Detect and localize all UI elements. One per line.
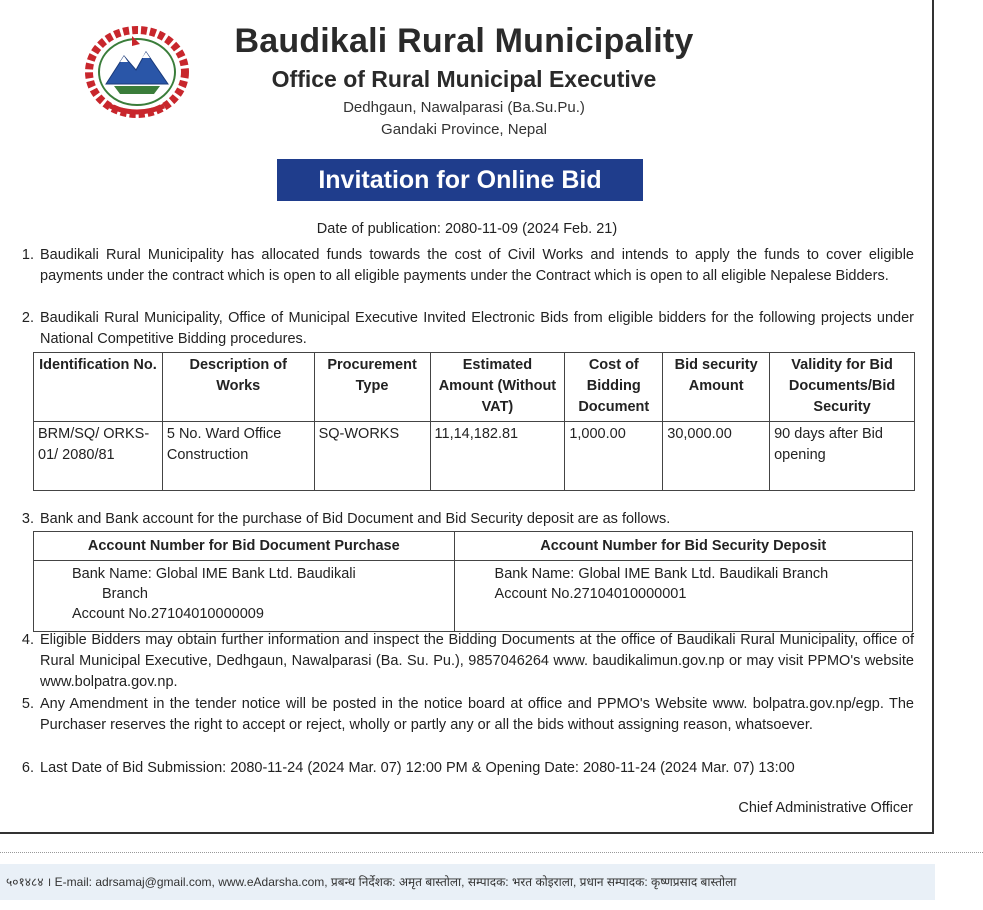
column-header: Account Number for Bid Security Deposit <box>454 532 912 561</box>
bid-table <box>33 352 915 491</box>
table-cell: 5 No. Ward Office Construction <box>162 422 314 491</box>
paragraph-text: Bank and Bank account for the purchase of Bid Document and Bid Security deposit are as follows. <box>40 511 671 527</box>
org-name: Baudikali Rural Municipality <box>234 22 694 60</box>
paragraph-number: 1. <box>21 247 34 263</box>
paragraph-number: 2. <box>21 310 34 326</box>
nepal-emblem-logo <box>84 22 190 118</box>
table-row <box>34 561 913 632</box>
paragraph-2 <box>8 308 914 350</box>
table-cell: SQ-WORKS <box>314 422 430 491</box>
account-number: Account No.27104010000001 <box>494 586 687 602</box>
column-header: Procurement Type <box>314 353 430 422</box>
column-header: Validity for Bid Documents/Bid Security <box>770 353 915 422</box>
bank-branch: Branch <box>102 586 148 602</box>
account-number: Account No.27104010000009 <box>72 606 264 622</box>
office-name: Office of Rural Municipal Executive <box>271 66 657 92</box>
table-row <box>34 422 915 491</box>
paragraph-number: 4. <box>21 632 34 648</box>
paragraph-1 <box>8 245 914 287</box>
column-header: Bid security Amount <box>663 353 770 422</box>
paragraph-text: Last Date of Bid Submission: 2080-11-24 (2024 Mar. 07) 12:00 PM & Opening Date: 2080-11-24 (2024 Mar. 07) 13:00 <box>40 760 795 776</box>
paragraph-text: Baudikali Rural Municipality has allocated funds towards the cost of Civil Works and intends to apply the funds to cover eligible payments under the contract which is open to all eligible payments under the Contract which is open to all eligible Nepalese Bidders. <box>40 247 914 284</box>
table-cell: 30,000.00 <box>663 422 770 491</box>
bank-name: Bank Name: Global IME Bank Ltd. Baudikali Branch <box>494 566 829 582</box>
paragraph-text: Baudikali Rural Municipality, Office of Municipal Executive Invited Electronic Bids from eligible bidders for the following projects under National Competitive Bidding procedures. <box>40 310 914 347</box>
paragraph-number: 6. <box>21 760 34 776</box>
newspaper-footer: ५०१४८४ । E-mail: adrsamaj@gmail.com, www.eAdarsha.com, प्रबन्ध निर्देशक: अमृत बास्तोला, सम्पादक: भरत कोइराला, प्रधान सम्पादक: कृष्णप्रसाद बास्तोला <box>0 864 935 900</box>
bid-security-account-cell <box>454 561 912 632</box>
paragraph-number: 5. <box>21 696 34 712</box>
account-table <box>33 531 913 632</box>
column-header: Estimated Amount (Without VAT) <box>430 353 565 422</box>
paragraph-3 <box>8 509 914 530</box>
table-cell: 11,14,182.81 <box>430 422 565 491</box>
paragraph-text: Any Amendment in the tender notice will be posted in the notice board at office and PPMO's Website www. bolpatra.gov.np/egp. The Purchaser reserves the right to accept or reject, wholly or partly any or all the bids without assigning reason, whatsoever. <box>40 696 914 733</box>
account-table-header-row <box>34 532 913 561</box>
paragraph-number: 3. <box>21 511 34 527</box>
bid-document-account-cell <box>34 561 455 632</box>
table-cell: BRM/SQ/ ORKS- 01/ 2080/81 <box>34 422 163 491</box>
column-header: Identification No. <box>34 353 163 422</box>
column-header: Account Number for Bid Document Purchase <box>34 532 455 561</box>
publication-date: Date of publication: 2080-11-09 (2024 Feb. 21) <box>316 221 618 237</box>
signature-title: Chief Administrative Officer <box>738 800 913 816</box>
paragraph-4 <box>8 630 914 693</box>
paragraph-5 <box>8 694 914 736</box>
paragraph-6 <box>8 758 914 779</box>
bank-name: Bank Name: Global IME Bank Ltd. Baudikali <box>72 566 356 582</box>
address-line-1: Dedhgaun, Nawalparasi (Ba.Su.Pu.) <box>343 99 585 116</box>
column-header: Cost of Bidding Document <box>565 353 663 422</box>
table-cell: 1,000.00 <box>565 422 663 491</box>
notice-banner: Invitation for Online Bid <box>277 159 643 201</box>
paragraph-text: Eligible Bidders may obtain further information and inspect the Bidding Documents at the office of Baudikali Rural Municipality, office of Rural Municipal Executive, Dedhgaun, Nawalparasi (Ba. Su. Pu.), 9857046264 www. baudikalimun.gov.np or may visit PPMO's website www.bolpatra.gov.np. <box>40 632 914 690</box>
column-header: Description of Works <box>162 353 314 422</box>
bid-table-header-row <box>34 353 915 422</box>
table-cell: 90 days after Bid opening <box>770 422 915 491</box>
footer-divider <box>0 852 983 853</box>
address-line-2: Gandaki Province, Nepal <box>381 121 547 138</box>
